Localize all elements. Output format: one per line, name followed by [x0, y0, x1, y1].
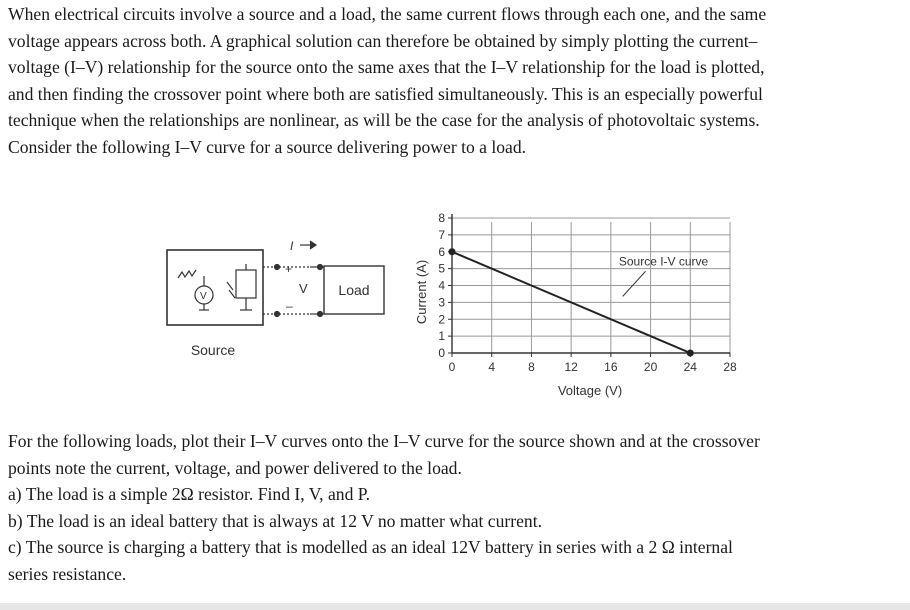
annotation-label: Source I-V curve: [618, 254, 709, 269]
y-tick-label: 7: [438, 227, 445, 242]
minus-sign: –: [286, 299, 293, 313]
intro-line: technique when the relationships are nonlinear, as will be the case for the analysis of photovoltaic systems.: [8, 110, 760, 130]
pv-cell-icon: [227, 264, 256, 310]
x-tick-label: 12: [564, 360, 578, 374]
x-tick-label: 0: [448, 360, 456, 374]
intro-line: voltage (I–V) relationship for the source onto the same axes that the I–V relationship for the load is plotted,: [8, 57, 765, 77]
iv-chart: [438, 211, 737, 374]
y-tick-label: 2: [438, 312, 445, 327]
voltage-symbol: V: [299, 281, 308, 296]
current-symbol: I: [290, 239, 294, 253]
load-label: Load: [338, 282, 370, 298]
source-box: [167, 250, 263, 325]
x-tick-label: 20: [643, 360, 658, 374]
intro-line: When electrical circuits involve a source and a load, the same current flows through each one, and the same: [8, 4, 767, 24]
y-tick-label: 8: [438, 211, 445, 225]
questions-intro-line: For the following loads, plot their I–V curves onto the I–V curve for the source shown and at the crossover: [8, 431, 760, 451]
y-tick-label: 4: [438, 278, 445, 293]
question-a: a) The load is a simple 2Ω resistor. Find I, V, and P.: [8, 484, 371, 504]
question-c-line: series resistance.: [8, 563, 127, 584]
y-tick-label: 5: [438, 261, 445, 276]
questions-intro-line: points note the current, voltage, and power delivered to the load.: [8, 457, 462, 478]
bottom-divider: [0, 603, 910, 610]
y-axis-label: Current (A): [414, 259, 429, 325]
x-tick-label: 4: [488, 360, 496, 374]
plus-sign: +: [285, 262, 293, 276]
y-tick-label: 6: [438, 244, 445, 259]
x-tick-label: 24: [683, 360, 697, 374]
x-tick-label: 8: [528, 360, 535, 374]
source-label: Source: [190, 342, 236, 358]
questions-intro: [8, 428, 898, 587]
intro-line: Consider the following I–V curve for a source delivering power to a load.: [8, 136, 527, 157]
question-b: b) The load is an ideal battery that is always at 12 V no matter what current.: [8, 510, 543, 531]
y-tick-label: 3: [438, 295, 445, 310]
y-tick-label: 0: [438, 346, 445, 360]
sun-icon: [178, 270, 196, 278]
x-axis-label: Voltage (V): [557, 383, 623, 398]
figure: [0, 200, 910, 420]
series-point: [687, 350, 694, 357]
y-tick-label: 1: [438, 329, 445, 344]
question-c-line: c) The source is charging a battery that is modelled as an ideal 12V battery in series with a 2 Ω internal: [8, 537, 733, 557]
annotation-pointer: [623, 271, 646, 296]
x-tick-label: 28: [723, 360, 737, 374]
x-tick-label: 16: [604, 360, 618, 374]
intro-paragraph: [8, 1, 898, 160]
intro-line: and then finding the crossover point where both are satisfied simultaneously. This is an especially powerful: [8, 83, 763, 104]
series-point: [449, 248, 456, 255]
intro-line: voltage appears across both. A graphical solution can therefore be obtained by simply plotting the current–: [8, 30, 758, 51]
meter-symbol: V: [200, 291, 207, 302]
